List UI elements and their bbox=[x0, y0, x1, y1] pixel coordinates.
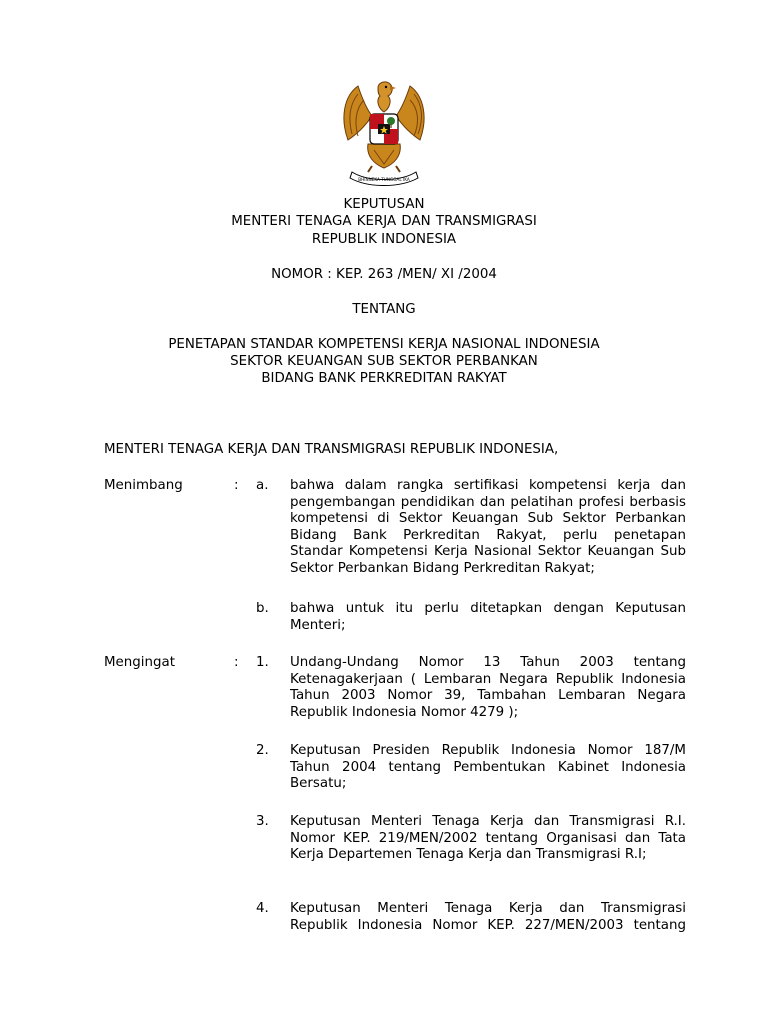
mengingat-colon: : bbox=[234, 655, 239, 670]
mengingat-item-4 bbox=[290, 901, 686, 934]
text-line: Keputusan Menteri Tenaga Kerja dan Transmigrasi R.I. bbox=[290, 814, 686, 829]
text-line: Tahun 2003 Nomor 39, Tambahan Lembaran Negara bbox=[290, 688, 686, 704]
tentang-heading: TENTANG bbox=[352, 302, 416, 317]
mengingat-item-1 bbox=[290, 655, 686, 721]
text-line: Nomor KEP. 219/MEN/2002 tentang Organisasi dan Tata bbox=[290, 830, 686, 846]
text-line: Keputusan Presiden Republik Indonesia Nomor 187/M bbox=[290, 743, 686, 758]
decree-number: NOMOR : KEP. 263 /MEN/ XI /2004 bbox=[271, 267, 497, 282]
text-line: kompetensi di Sektor Keuangan Sub Sektor Perbankan bbox=[290, 511, 686, 527]
menimbang-item-b bbox=[290, 601, 686, 634]
item-number: 3. bbox=[256, 814, 269, 829]
item-number: 4. bbox=[256, 901, 269, 916]
menimbang-colon: : bbox=[234, 478, 239, 493]
decree-title-line: REPUBLIK INDONESIA bbox=[311, 232, 457, 247]
mengingat-item-2 bbox=[290, 743, 686, 793]
text-line: Republik Indonesia Nomor KEP. 227/MEN/2003 tentang bbox=[290, 917, 686, 933]
decree-title-line: MENTERI TENAGA KERJA DAN TRANSMIGRASI bbox=[231, 214, 537, 229]
text-line: pengembangan pendidikan dan pelatihan profesi berbasis bbox=[290, 494, 686, 510]
subject-line: SEKTOR KEUANGAN SUB SEKTOR PERBANKAN bbox=[230, 354, 538, 369]
item-number: 2. bbox=[256, 743, 269, 758]
item-number: 1. bbox=[256, 655, 269, 670]
text-line: Ketenagakerjaan ( Lembaran Negara Republik Indonesia bbox=[290, 671, 686, 687]
text-line: Kerja Departemen Tenaga Kerja dan Transmigrasi R.I; bbox=[290, 847, 647, 863]
item-number: b. bbox=[256, 601, 269, 616]
menimbang-item-a bbox=[290, 478, 686, 578]
mengingat-label: Mengingat bbox=[104, 655, 175, 670]
decree-title-line: KEPUTUSAN bbox=[343, 197, 425, 212]
emblem-motto: BHINNEKA TUNGGAL IKA bbox=[358, 177, 410, 182]
text-line: Standar Kompetensi Kerja Nasional Sektor Keuangan Sub bbox=[290, 544, 686, 560]
item-number: a. bbox=[256, 478, 269, 493]
garuda-emblem-icon bbox=[338, 78, 430, 186]
mengingat-item-3 bbox=[290, 814, 686, 864]
text-line: bahwa dalam rangka sertifikasi kompetensi kerja dan bbox=[290, 478, 686, 493]
issuer-heading: MENTERI TENAGA KERJA DAN TRANSMIGRASI REPUBLIK INDONESIA, bbox=[104, 442, 559, 457]
text-line: Undang-Undang Nomor 13 Tahun 2003 tentang bbox=[290, 655, 686, 670]
text-line: Menteri; bbox=[290, 617, 346, 633]
text-line: Republik Indonesia Nomor 4279 ); bbox=[290, 704, 519, 720]
text-line: Tahun 2004 tentang Pembentukan Kabinet Indonesia bbox=[290, 759, 686, 775]
text-line: Sektor Perbankan Bidang Perkreditan Rakyat; bbox=[290, 560, 595, 576]
text-line: Keputusan Menteri Tenaga Kerja dan Transmigrasi bbox=[290, 901, 686, 916]
text-line: Bidang Bank Perkreditan Rakyat, perlu penetapan bbox=[290, 527, 686, 543]
subject-line: BIDANG BANK PERKREDITAN RAKYAT bbox=[261, 371, 507, 386]
text-line: Bersatu; bbox=[290, 776, 347, 792]
subject-line: PENETAPAN STANDAR KOMPETENSI KERJA NASIONAL INDONESIA bbox=[168, 337, 600, 352]
text-line: bahwa untuk itu perlu ditetapkan dengan Keputusan bbox=[290, 601, 686, 616]
menimbang-label: Menimbang bbox=[104, 478, 183, 493]
